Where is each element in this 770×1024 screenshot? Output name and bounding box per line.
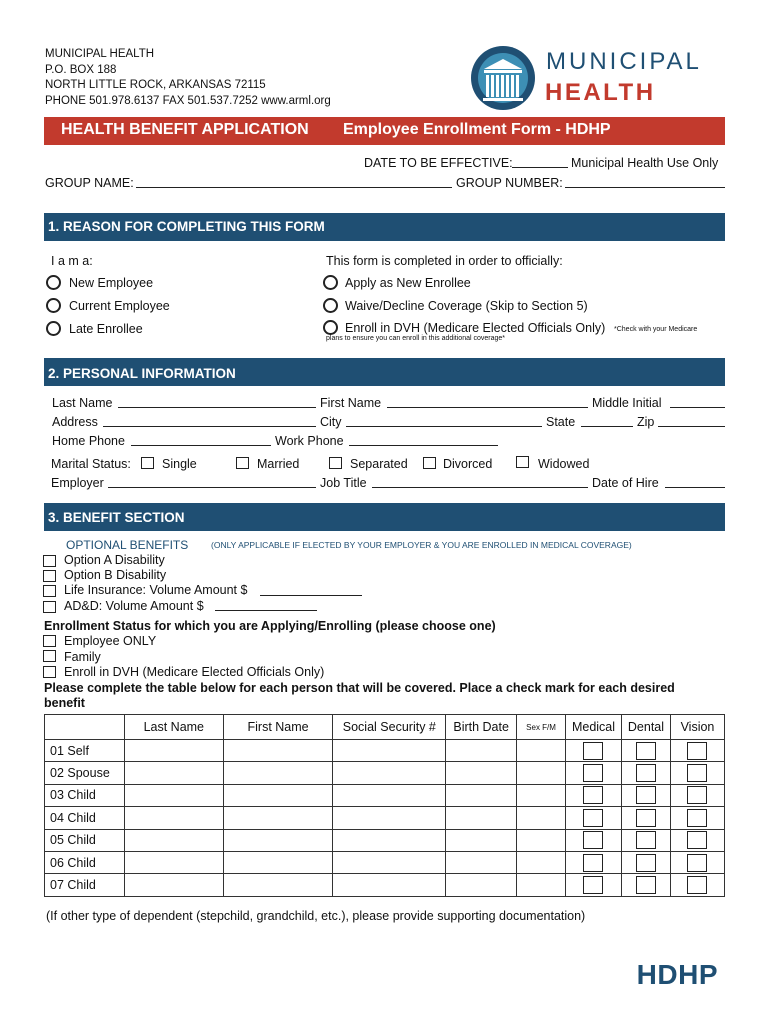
section2-title: 2. PERSONAL INFORMATION: [48, 366, 236, 381]
table-row: [45, 807, 725, 829]
first-name-cell[interactable]: [223, 829, 333, 851]
work-phone-field[interactable]: [349, 445, 498, 446]
medical-cell: [566, 807, 622, 829]
group-name-field[interactable]: [136, 187, 452, 188]
birth-date-cell[interactable]: [446, 740, 517, 762]
option-label: Enroll in DVH (Medicare Elected Officials Only): [345, 321, 606, 335]
last-name-cell[interactable]: [124, 829, 223, 851]
table-instruction: benefit: [44, 696, 85, 710]
date-of-hire-field[interactable]: [665, 487, 725, 488]
dental-cell: [621, 807, 670, 829]
last-name-cell[interactable]: [124, 807, 223, 829]
work-phone-label: Work Phone: [275, 434, 344, 448]
row-label: 03 Child: [45, 784, 125, 806]
use-only-label: Municipal Health Use Only: [571, 156, 719, 170]
birth-date-cell[interactable]: [446, 784, 517, 806]
address-line: NORTH LITTLE ROCK, ARKANSAS 72115: [45, 79, 266, 91]
home-phone-label: Home Phone: [52, 434, 125, 448]
address-field[interactable]: [103, 426, 316, 427]
sex-cell[interactable]: [517, 762, 566, 784]
completed-label: This form is completed in order to officially:: [326, 254, 563, 268]
table-header: Birth Date: [446, 715, 517, 740]
form-subtitle: Employee Enrollment Form - HDHP: [343, 121, 611, 138]
vision-cell: [670, 807, 724, 829]
radio-waive-coverage[interactable]: [323, 298, 338, 313]
checkbox-employee-only[interactable]: [43, 635, 56, 647]
address-line: MUNICIPAL HEALTH: [45, 48, 155, 60]
checkbox-single[interactable]: [141, 457, 154, 469]
dvh-note: plans to ensure you can enroll in this additional coverage*: [326, 335, 506, 342]
logo-text-health: HEALTH: [545, 79, 656, 106]
vision-cell: [670, 874, 724, 896]
vision-checkbox[interactable]: [687, 831, 707, 849]
date-of-hire-label: Date of Hire: [592, 476, 659, 490]
form-title: HEALTH BENEFIT APPLICATION: [61, 121, 309, 138]
dental-checkbox[interactable]: [636, 786, 656, 804]
table-header: Medical: [566, 715, 622, 740]
optional-benefits-label: OPTIONAL BENEFITS: [66, 538, 189, 552]
table-row: [45, 829, 725, 851]
checkbox-add[interactable]: [43, 601, 56, 613]
dental-cell: [621, 762, 670, 784]
option-label: Late Enrollee: [69, 322, 143, 336]
job-title-field[interactable]: [372, 487, 588, 488]
table-header: Vision: [670, 715, 724, 740]
option-label: Current Employee: [69, 299, 170, 313]
return-address: [45, 47, 331, 109]
coverage-table: [44, 714, 725, 897]
medical-checkbox[interactable]: [583, 742, 603, 760]
table-header: Social Security #: [333, 715, 446, 740]
section1-title: 1. REASON FOR COMPLETING THIS FORM: [48, 219, 325, 234]
employer-field[interactable]: [108, 487, 316, 488]
table-row: [45, 740, 725, 762]
table-row: [45, 851, 725, 873]
checkbox-married[interactable]: [236, 457, 249, 469]
medical-checkbox[interactable]: [583, 854, 603, 872]
ssn-cell[interactable]: [333, 851, 446, 873]
last-name-label: Last Name: [52, 396, 113, 410]
vision-checkbox[interactable]: [687, 876, 707, 894]
optional-benefits-note: (ONLY APPLICABLE IF ELECTED BY YOUR EMPLOYER & YOU ARE ENROLLED IN MEDICAL COVERAGE): [211, 540, 632, 550]
ssn-cell[interactable]: [333, 807, 446, 829]
table-header: Dental: [621, 715, 670, 740]
medical-checkbox[interactable]: [583, 786, 603, 804]
sex-cell[interactable]: [517, 807, 566, 829]
status-option-label: Family: [64, 650, 101, 664]
vision-checkbox[interactable]: [687, 764, 707, 782]
row-label: 05 Child: [45, 829, 125, 851]
marital-option-label: Divorced: [443, 457, 493, 471]
last-name-field[interactable]: [118, 407, 316, 408]
checkbox-separated[interactable]: [329, 457, 342, 469]
table-row: [45, 784, 725, 806]
optional-item-label: AD&D: Volume Amount $: [64, 599, 204, 613]
enrollment-status-heading: Enrollment Status for which you are Applying/Enrolling (please choose one): [44, 619, 496, 633]
medical-cell: [566, 784, 622, 806]
row-label: 01 Self: [45, 740, 125, 762]
first-name-cell[interactable]: [223, 874, 333, 896]
first-name-field[interactable]: [387, 407, 588, 408]
section3-title: 3. BENEFIT SECTION: [48, 510, 185, 525]
sex-cell[interactable]: [517, 851, 566, 873]
vision-checkbox[interactable]: [687, 786, 707, 804]
birth-date-cell[interactable]: [446, 762, 517, 784]
sex-cell[interactable]: [517, 784, 566, 806]
dependent-footnote: (If other type of dependent (stepchild, grandchild, etc.), please provide supporting documentation): [46, 909, 586, 923]
checkbox-option-b-disability[interactable]: [43, 570, 56, 582]
birth-date-cell[interactable]: [446, 851, 517, 873]
checkbox-enroll-dvh[interactable]: [43, 666, 56, 678]
address-line: P.O. BOX 188: [45, 63, 117, 76]
status-option-label: Employee ONLY: [64, 634, 157, 648]
checkbox-family[interactable]: [43, 650, 56, 662]
address-label: Address: [52, 415, 98, 429]
option-label: Waive/Decline Coverage (Skip to Section 5): [345, 299, 588, 313]
life-volume-field[interactable]: [260, 595, 362, 596]
table-row: [45, 762, 725, 784]
address-line: PHONE 501.978.6137 FAX 501.537.7252 www.arml.org: [45, 94, 331, 107]
radio-late-enrollee[interactable]: [46, 321, 61, 336]
vision-checkbox[interactable]: [687, 742, 707, 760]
dental-cell: [621, 784, 670, 806]
date-effective-label: DATE TO BE EFFECTIVE:: [364, 156, 513, 170]
ssn-cell[interactable]: [333, 874, 446, 896]
employer-label: Employer: [51, 476, 104, 490]
table-row: [45, 874, 725, 896]
ssn-cell[interactable]: [333, 829, 446, 851]
sex-cell[interactable]: [517, 874, 566, 896]
iam-label: I a m a:: [51, 254, 93, 268]
zip-field[interactable]: [658, 426, 725, 427]
checkbox-widowed[interactable]: [516, 456, 529, 468]
first-name-cell[interactable]: [223, 762, 333, 784]
first-name-label: First Name: [320, 396, 382, 410]
row-label: 06 Child: [45, 851, 125, 873]
optional-item-label: Life Insurance: Volume Amount $: [64, 583, 248, 597]
first-name-cell[interactable]: [223, 807, 333, 829]
checkbox-divorced[interactable]: [423, 457, 436, 469]
medical-cell: [566, 829, 622, 851]
add-volume-field[interactable]: [215, 610, 317, 611]
medical-cell: [566, 874, 622, 896]
vision-cell: [670, 829, 724, 851]
medical-cell: [566, 762, 622, 784]
medical-checkbox[interactable]: [583, 809, 603, 827]
table-header: First Name: [223, 715, 333, 740]
table-header: [45, 715, 125, 740]
row-label: 04 Child: [45, 807, 125, 829]
last-name-cell[interactable]: [124, 851, 223, 873]
ssn-cell[interactable]: [333, 784, 446, 806]
table-header: Sex F/M: [517, 715, 566, 740]
first-name-cell[interactable]: [223, 740, 333, 762]
group-name-label: GROUP NAME:: [45, 176, 134, 190]
first-name-cell[interactable]: [223, 784, 333, 806]
ssn-cell[interactable]: [333, 762, 446, 784]
vision-cell: [670, 740, 724, 762]
medical-checkbox[interactable]: [583, 831, 603, 849]
state-field[interactable]: [581, 426, 633, 427]
radio-current-employee[interactable]: [46, 298, 61, 313]
home-phone-field[interactable]: [131, 445, 271, 446]
ssn-cell[interactable]: [333, 740, 446, 762]
city-field[interactable]: [346, 426, 542, 427]
status-option-label: Enroll in DVH (Medicare Elected Officials Only): [64, 665, 325, 679]
table-instruction: Please complete the table below for each person that will be covered. Place a check mark for each desired: [44, 681, 675, 695]
dental-cell: [621, 829, 670, 851]
marital-option-label: Separated: [350, 457, 408, 471]
table-header-row: [45, 715, 725, 740]
optional-item-label: Option A Disability: [64, 553, 165, 567]
marital-option-label: Widowed: [538, 457, 590, 471]
municipal-health-logo-icon: [470, 45, 540, 111]
vision-cell: [670, 762, 724, 784]
medical-checkbox[interactable]: [583, 876, 603, 894]
radio-apply-new-enrollee[interactable]: [323, 275, 338, 290]
dental-cell: [621, 874, 670, 896]
radio-new-employee[interactable]: [46, 275, 61, 290]
sex-cell[interactable]: [517, 829, 566, 851]
dental-cell: [621, 740, 670, 762]
vision-checkbox[interactable]: [687, 854, 707, 872]
row-label: 07 Child: [45, 874, 125, 896]
dental-checkbox[interactable]: [636, 764, 656, 782]
middle-initial-field[interactable]: [670, 407, 725, 408]
state-label: State: [546, 415, 576, 429]
sex-cell[interactable]: [517, 740, 566, 762]
dental-checkbox[interactable]: [636, 854, 656, 872]
dental-checkbox[interactable]: [636, 876, 656, 894]
dental-cell: [621, 851, 670, 873]
medical-cell: [566, 740, 622, 762]
dental-checkbox[interactable]: [636, 809, 656, 827]
option-label: Apply as New Enrollee: [345, 276, 471, 290]
first-name-cell[interactable]: [223, 851, 333, 873]
logo-text-municipal: MUNICIPAL: [546, 48, 702, 75]
zip-label: Zip: [637, 415, 655, 429]
option-label: New Employee: [69, 276, 154, 290]
vision-checkbox[interactable]: [687, 809, 707, 827]
group-number-field[interactable]: [565, 187, 725, 188]
dental-checkbox[interactable]: [636, 742, 656, 760]
plan-label: HDHP: [636, 959, 718, 990]
last-name-cell[interactable]: [124, 762, 223, 784]
last-name-cell[interactable]: [124, 740, 223, 762]
date-effective-field[interactable]: [512, 167, 568, 168]
job-title-label: Job Title: [320, 476, 367, 490]
checkbox-option-a-disability[interactable]: [43, 555, 56, 567]
vision-cell: [670, 851, 724, 873]
row-label: 02 Spouse: [45, 762, 125, 784]
marital-option-label: Married: [257, 457, 300, 471]
vision-cell: [670, 784, 724, 806]
marital-status-label: Marital Status:: [51, 457, 131, 471]
last-name-cell[interactable]: [124, 784, 223, 806]
radio-enroll-dvh[interactable]: [323, 320, 338, 335]
birth-date-cell[interactable]: [446, 807, 517, 829]
middle-initial-label: Middle Initial: [592, 396, 662, 410]
birth-date-cell[interactable]: [446, 829, 517, 851]
dental-checkbox[interactable]: [636, 831, 656, 849]
table-header: Last Name: [124, 715, 223, 740]
checkbox-life-insurance[interactable]: [43, 585, 56, 597]
medical-cell: [566, 851, 622, 873]
birth-date-cell[interactable]: [446, 874, 517, 896]
medical-checkbox[interactable]: [583, 764, 603, 782]
last-name-cell[interactable]: [124, 874, 223, 896]
city-label: City: [320, 415, 342, 429]
optional-item-label: Option B Disability: [64, 568, 167, 582]
group-number-label: GROUP NUMBER:: [456, 176, 563, 190]
marital-option-label: Single: [162, 457, 197, 471]
dvh-note: *Check with your Medicare: [614, 326, 698, 333]
